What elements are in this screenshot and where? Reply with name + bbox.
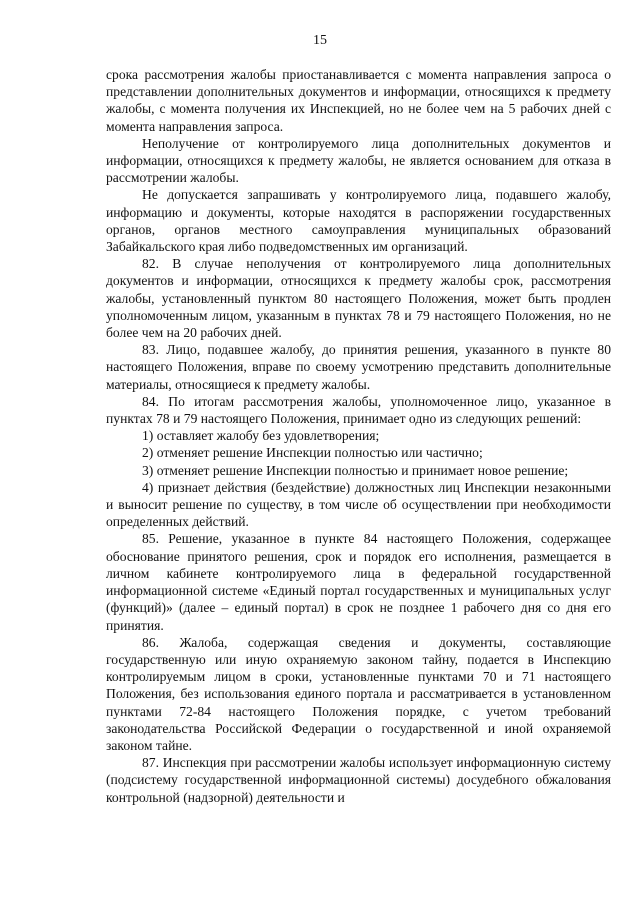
paragraph: срока рассмотрения жалобы приостанавливается с момента направления запроса о представлении дополнительных документов и информации, относящихся к предмету жалобы, с момента получения их Инспекцией, но не более чем на 5 рабочих дней с момента направления запроса. <box>106 67 611 134</box>
paragraph: 84. По итогам рассмотрения жалобы, уполномоченное лицо, указанное в пунктах 78 и 79 настоящего Положения, принимает одно из следующих решений: <box>106 393 611 427</box>
document-body <box>106 66 611 806</box>
list-item: 2) отменяет решение Инспекции полностью или частично; <box>142 445 483 461</box>
paragraph: 87. Инспекция при рассмотрении жалобы использует информационную систему (подсистему государственной информационной системы) досудебного обжалования контрольной (надзорной) деятельности и <box>106 755 611 805</box>
paragraph: Неполучение от контролируемого лица дополнительных документов и информации, относящихся к предмету жалобы, не является основанием для отказа в рассмотрении жалобы. <box>106 135 611 186</box>
paragraph: 82. В случае неполучения от контролируемого лица дополнительных документов и информации, относящихся к предмету жалобы срок, рассмотрения жалобы, установленный пунктом 80 настоящего Положения, может быть продлен уполномоченным лицом, указанным в пунктах 78 и 79 настоящего Положения, но не более чем на 20 рабочих дней. <box>106 256 611 341</box>
list-item: 3) отменяет решение Инспекции полностью и принимает новое решение; <box>142 462 569 478</box>
paragraph: 85. Решение, указанное в пункте 84 настоящего Положения, содержащее обоснование принятого решения, срок и порядок его исполнения, размещается в личном кабинете контролируемого лица в федеральной государственной информационной системе «Единый портал государственных и муниципальных услуг (функций)» (далее – единый портал) в срок не позднее 1 рабочего дня со дня его принятия. <box>106 531 611 633</box>
paragraph: 83. Лицо, подавшее жалобу, до принятия решения, указанного в пункте 80 настоящего Положения, вправе по своему усмотрению представить дополнительные материалы, относящиеся к предмету жалобы. <box>106 342 611 392</box>
page-number: 15 <box>313 33 327 48</box>
list-item: 4) признает действия (бездействие) должностных лиц Инспекции незаконными и выносит решение по существу, в том числе об осуществлении при необходимости определенных действий. <box>106 479 611 530</box>
list-item: 1) оставляет жалобу без удовлетворения; <box>142 428 380 444</box>
paragraph: 86. Жалоба, содержащая сведения и документы, составляющие государственную или иную охраняемую законом тайну, подается в Инспекцию контролируемым лицом в сроки, установленные пунктами 70 и 71 настоящего Положения, без использования единого портала и рассматривается в установленном пунктами 72-84 настоящего Положения порядке, с учетом требований законодательства Российской Федерации о государственной и иной охраняемой законом тайне. <box>106 634 611 753</box>
paragraph: Не допускается запрашивать у контролируемого лица, подавшего жалобу, информацию и документы, которые находятся в распоряжении государственных органов, органов местного самоуправления муниципальных образований Забайкальского края либо подведомственных им организаций. <box>106 187 611 255</box>
